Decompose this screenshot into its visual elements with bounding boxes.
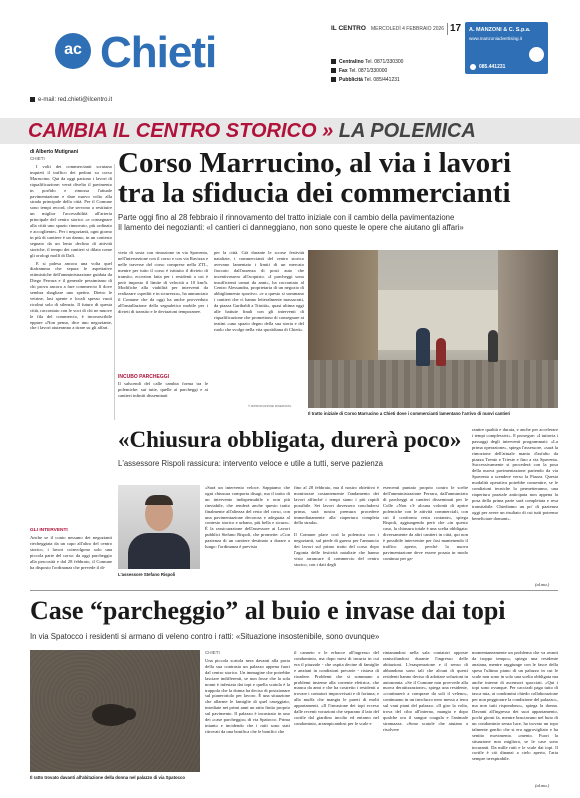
city-title: Chieti: [100, 28, 217, 77]
page-number: 17: [450, 23, 462, 34]
article3-col-d: momentaneamente un problema che va avanti da troppo tempo», spiega una residente anziana, mentre raggiunge con le fasce della spesa l'ultimo piano di un palazzo in cui le scale non sono in solo una scelta obbligata ma anche interne di ascensori spacciati. «Qui i topi sono ovunque. Per cacciarli paga tutto di tasca mia, ai condomini chiedo collaborazione per non peggiorare la condizione del palazzo», ma non tutti rispondono», spiega la donna. Davanti all'ingresso dei suoi appartamento, pochi giorni fa, mentre bruciavano nel buio di un condominio senza luce, ha trovato un topo talmente gonfio che si era aggrovigliato e ha sentito movimento. «mento. Fuori la situazione non migliora, se le case sono incuranti. Da mille ratti e le scale dai topi. Il cortile è ciò dinanzi a cielo aperto, l'aria sempre irrespirabile.: [472, 650, 558, 762]
ad-company: A. MANZONI & C. S.p.a.: [469, 27, 531, 33]
portrait-hair: [145, 495, 173, 505]
photo-caption: Il tratto iniziale di Corso Marrucino a Chieti dove i commercianti lamentano l'arrivo di nuovi cantieri: [308, 411, 511, 416]
article1-subtitle: [118, 213, 558, 233]
ad-box[interactable]: [465, 22, 548, 74]
box-text: Il salscendi del calle cambia forma tra le polemiche: sui tutte, quelle ai parcheggi e ai cantieri infiniti disseminati: [118, 381, 208, 398]
logo-mark: ac: [64, 41, 82, 58]
contact-pubblicita: Pubblicità Tel. 085/441231: [331, 76, 403, 85]
article2-sign: (al.mu.): [535, 582, 550, 587]
article2-title: «Chiusura obbligata, durerà poco»: [118, 427, 462, 452]
ad-phone-icon: [470, 64, 476, 70]
pedestrian-1: [416, 328, 430, 366]
article1-col3: per la città. Già durante le scorse festività natalizie, i commercianti del centro storico avevano lamentato i limiti di un mercato fiaccato dall'assenza di posti auto che incentivassero all'acquisto. «I parcheggi sono insufficienti ormai da anni», ha raccontato al Centro Alessandra, proprietaria di un negozio di abbigliamento sportivo. «e a questo si sommano i cantieri che ci hanno letteralmente massacrati, da piazza Garibaldi a Trinità», quasi ultima oggi alle battute finali con gli interventi di riqualificazione che promettono di consegnare ai teatini «uno spazio degno della sua storia e del ruolo che svolge nella vita quotidiana di Chieti».: [214, 250, 304, 332]
banner-right: LA POLEMICA: [338, 120, 476, 142]
article2-subtitle: L'assessore Rispoli rassicura: intervento veloce e utile a tutti, serve pazienza: [118, 459, 383, 468]
article2-col-a: «Sarà un intervento veloce. Sappiamo che ogni chiusura comporta disagi, ma il tratto di un intervento indispensabile e non più rinviabile, che renderà anche questo tratto finalmente all'altezza del resto del corso, con una pavimentazione decorosa e adeguata al contesto storico e urbano, più bella e sicura». È la rassicurazione dell'assessore ai Lavori pubblici Stefano Rispoli, che promette: «Con pazienza di un cantiere destinato a durare a lungo: l'ordinanza è prevista: [205, 485, 290, 550]
pedestrian-3: [488, 330, 498, 362]
rispoli-caption: L'assessore Stefano Rispoli: [118, 572, 176, 577]
contact-centralino: Centralino Tel. 0871/330300: [331, 58, 403, 67]
section-divider: [30, 590, 558, 591]
header-separator: [447, 23, 448, 35]
article3-title: Case “parcheggio” al buio e invase dai topi: [30, 596, 506, 625]
mail-icon: [30, 97, 35, 102]
photo-credit: © RIPRODUZIONE RISERVATA: [248, 404, 292, 408]
contact-fax: Fax Tel. 0871/330000: [331, 67, 403, 76]
box-title: INCUBO PARCHEGGI: [118, 374, 170, 380]
fax-icon: [331, 68, 336, 73]
banner-sep: »: [322, 120, 334, 142]
edition-date: MERCOLEDÌ 4 FEBBRAIO 2026: [371, 26, 445, 32]
title-line-1: Corso Marrucino, al via i lavori: [118, 147, 512, 179]
header: [0, 0, 580, 108]
banner-left: CAMBIA IL CENTRO STORICO: [28, 120, 317, 142]
article2-section: GLI INTERVENTI: [30, 528, 68, 533]
article3-sign: (al.mu.): [535, 783, 550, 788]
ad-phone: 085.441231: [479, 64, 506, 70]
building-left: [308, 250, 378, 370]
article3-section: CHIETI: [205, 650, 220, 655]
article2-col-d: rantire qualità e durata, e anche per accelerare i tempi complessivi». E prosegue: «I tuttavia i passaggi degli interventi programmati: «La prima operazione», spiega l'assessore, «sarà la rimozione dell'attuale manto d'asfalto da piazza Trento e Trieste e fino a via Spaventa. Successivamente si procederà con la posa della nuova pavimentazione partendo da via Spaventa a scendere verso la Piazza. Questa modalità operativa potrebbe consentire, se le condizioni tecniche lo permetteranno, una riapertura parziale anticipata non appena la posa della prima parte sarà completata e resa transitabile. Chiediamo un po' di pazienza oggi per avere un risultato di cui tutti potremo beneficiare domani».: [472, 427, 558, 521]
pedestrian-2: [436, 338, 446, 366]
rat-photo: [30, 650, 200, 772]
article2-col-left: Anche se il conto nessuno dei negozianti riecheggiata da un capo all'altro del centro storico, i lavori coinvolgono solo una piccola parte del corso: da oggi parcheggio alla pescosità e dal 28 febbraio, il Comune ha disposto l'ordinanza che prevede il di-: [30, 535, 112, 570]
article3-col-c: rintanandosi nella sala contatori opposte raniscifandosi durante l'ingresso delle abitazioni. L'esasperazione e il senso di abbandono sono tali che alcuni di questi residenti hanno deciso di adottare soluzioni in autonomia. «Se il Comune non provvede alla nuova derattizzazione», spiega una residente, «continuerò a comprare da soli il veleno», continuano in un involucro nero messo a terra sul vani piani del palazzo. «Il giro la volta, trova del cibo all'interno, mangia e dopo qualche ora il sangue coagula e l'animale stramazza. «Sono scatole che aiutano a risolvere: [383, 650, 468, 732]
banner-text: [28, 120, 476, 143]
article1-title: [118, 148, 558, 208]
email-line: e-mail: red.chieti@ilcentro.it: [30, 97, 112, 103]
byline: di Alberto Mutignani: [30, 149, 79, 155]
ad-site: www.manzoniadvertising.it: [469, 36, 523, 41]
section-banner: [0, 118, 580, 144]
article3-subtitle: In via Spatocco i residenti si armano di veleno contro i ratti: «Situazione insostenibile, sono ovunque»: [30, 632, 380, 641]
phone-icon: [331, 59, 336, 64]
subtitle-line-1: Parte oggi fino al 28 febbraio il rinnovamento del tratto iniziale con il cambio della pavimentazione: [118, 213, 455, 222]
article2-col-c: esercenti puntato proprio contro le scelte dell'amministrazione Ferrara, dall'annunciato di parcheggi ai cantieri disseminati per le Colle «Non c'è alcuna volontà di aprire polemiche con le attività commerciali, con cui il confronto resta costante», spiega Rispoli, aggiungendo però che «in questo caso, la chiusura totale è una scelta obbligata: diversamente da altri cantieri in città, qui non è possibile intervenire per fasi mantenendo il traffico aperto, perché la nuova pavimentazione deve essere posata in modo continuo per ga-: [383, 485, 468, 561]
contacts: [331, 58, 403, 85]
subtitle-line-2: Il lamento dei negozianti: «I cantieri ci danneggiano, non sono queste le opere che aiutano gli affari»: [118, 223, 464, 232]
article3-col-b: il canneto e le erbacce all'ingresso del condominio, ma dopo mesi di incuria in cui era il piazzale - che ospita decine di famiglie e anziani in condizioni precarie - ristava di rioadere. Problemi che si sommano a problemi insieme alla corrente elettrica, che manca da anni e che ha costretto i residenti a trovare i contatori improvvisati e di fortuna, e alla muffa che mangia le pareti di molti appartamenti. «Il l'invasione dei topi ecceso dalle recenti vorazioni che separano il lato del cortile dal giardino incolto ed entrano nel condominio, arrampicandosi per le scale e: [294, 650, 379, 726]
portrait-body: [128, 533, 190, 569]
rat-caption: Il ratto trovato davanti all'abitazione della donna nel palazzo di via Spatocco: [30, 775, 186, 780]
rat-head: [122, 708, 136, 720]
newspaper-name: IL CENTRO: [331, 25, 366, 32]
article1-col2: vieto di sosta con rimozione in via Spaventa, nell'intersezione con il corso e con via Ravizza e nelle traverse del corso comprese nella ZTL, mentre per tutto il corso è istituito il divieto di transito, eccezion fatta per i residenti a cui è però imposto il limite di velocità a 10 km/h. Modifiche alla viabilità per interventi da realizzare «spediti e in sicurezza», ha annunciato il Comune che da oggi ha anche provveduto all'installazione della segnaletica mobile per i divieti di transito e le deviazioni temporanee.: [118, 250, 208, 315]
article2-col-b: fino al 28 febbraio, ma il nostro obiettivo è monitorare costantemente l'andamento dei lavori affinché i tempi siano i più rapidi possibile. Sei lavori dovessero concludersi prima, sarà nostra premura procedere immediatamente alla riapertura completa della strada». Il Comune place così la polemica con i negozianti, sul piede di guerra per l'annuncio dei lavori sul primo tratto del corso dopo l'agonia delle festività natalizie che hanno visto arrancare il commercio del centro storico, con i dati degli: [294, 485, 379, 567]
megaphone-icon: [331, 77, 336, 82]
street-photo: [308, 250, 558, 408]
title-line-2: tra la sfiducia dei commercianti: [118, 177, 511, 209]
pavement: [308, 360, 558, 408]
column-rule: [114, 164, 115, 420]
rispoli-photo: [118, 485, 200, 569]
ad-logo-icon: [529, 47, 544, 62]
article3-col-a: Una piccola scatola nera davanti alla porta della sua contrasta un palazzo appena fuori dal centro storico. Un immagine che potrebbe lasciare indifferenti, se non fosse che la sola nonni è infestata dai topi e quella scatola è la trappola che la donna ha deciso di posizionare sul pianerottolo per lavoro. È una situazione che allarme le famiglie di quel caseggiato, insediate nei primi anni un ratto finito proprio sul pavimento. Il palazzo è incastrato in uno dei «case parcheggio» di via Spatocco. Prima intanto e incidendo che i ratti sono stati ritrovati da una bonifica che le bonifici che: [205, 658, 290, 734]
article1-col1: I volti dei commercianti scrutano inquieti il traffico dei pedoni su corso Marrucino. Qui da oggi partono i lavori di riqualificazione: verrà divelto il pavimento in porfido e rimossa l'attuale pavimentazione e dare nuovo volto alla strada principale della città. Per il Comune sono tempi record, che servono a restituire un miglior l'accessibilità all'arteria principale del centro storico «e consegnare alla città uno spazio rinnovato, più ordinato e accogliente». Per i negozianti, ogni giorno in più di cantiere è un danno, in un contesto segnato da un lento declino di attività storiche, il tempo dei cantieri si dilata come gli orologi molli di Dalì. E si palesa ancora una volta quel diaframma che separa le aspettative ottimistiche dell'amministrazione guidata da Diego Ferrara e il generale pessimismo di chi prova ancora a fare commercio lì dove sembra sbagliare uno spettro. Dietro le vetrine, lasi spente e locali spesso vuoti ricolmi solo di silenzio. Il futuro di questa città, raccontato con le voci di chi ne muove le fila del commercio, è inconoscibile eppure «Non penso, dice uno negoziante, che i lavori aiuteranno a tirare su gli affari.: [30, 164, 112, 331]
section-label: CHIETI: [30, 156, 45, 161]
